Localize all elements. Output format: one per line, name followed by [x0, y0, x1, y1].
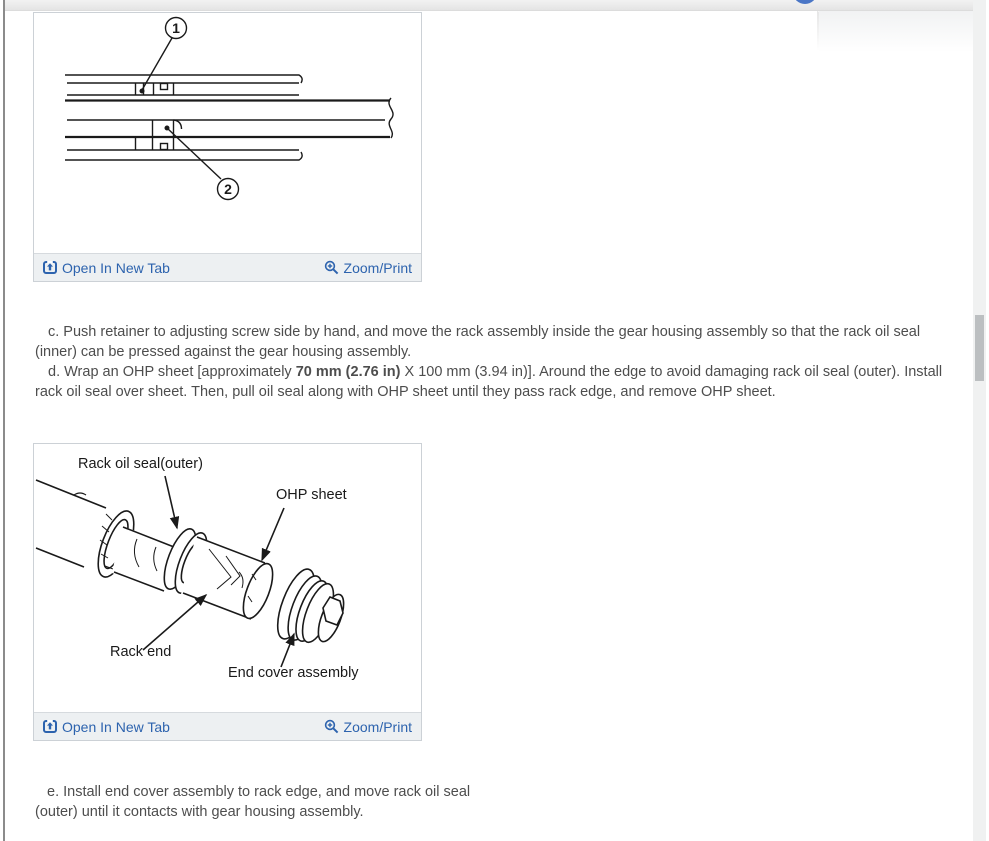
callout-1-number: 1: [172, 20, 180, 36]
figure1-image: [34, 13, 421, 253]
right-gutter-shading: [819, 11, 973, 57]
label-ohp-sheet: OHP sheet: [276, 487, 347, 503]
figure2-image: [34, 444, 421, 712]
step-d-suffix: X 100 mm (3.94 in)]. Around the edge to avoid damaging rack oil seal (outer). Install rack oil seal over sheet. Then, pull oil seal along with OHP sheet until they pass rack edge, and remove OHP sheet.: [35, 364, 943, 400]
scrollbar-thumb[interactable]: [975, 315, 984, 381]
rack-seal-cross-section-drawing: [34, 13, 421, 254]
open-in-new-tab-link[interactable]: [43, 719, 170, 735]
open-in-new-tab-label: Open In New Tab: [62, 718, 170, 735]
step-d-measurement: 70 mm (2.76 in): [295, 364, 401, 380]
zoom-print-label: Zoom/Print: [343, 718, 412, 735]
figure-panel-seal-cross-section: [33, 12, 422, 282]
callout-2-number: 2: [224, 181, 232, 197]
step-d-prefix: d. Wrap an OHP sheet [approximately: [48, 364, 296, 380]
zoom-magnifier-icon: [324, 260, 339, 275]
zoom-print-link[interactable]: [324, 260, 412, 276]
step-d-text: [35, 362, 947, 402]
figure2-footer-bar: [34, 712, 421, 740]
open-in-new-tab-label: Open In New Tab: [62, 259, 170, 276]
figure-panel-exploded-view: [33, 443, 422, 741]
open-in-new-tab-link[interactable]: [43, 260, 170, 276]
scrollbar-track[interactable]: [973, 0, 986, 841]
zoom-magnifier-icon: [324, 719, 339, 734]
zoom-print-link[interactable]: [324, 719, 412, 735]
open-in-new-tab-icon: [43, 720, 57, 733]
top-toolbar-strip: [5, 0, 973, 11]
label-rack-oil-seal-outer: Rack oil seal(outer): [78, 456, 203, 472]
open-in-new-tab-icon: [43, 261, 57, 274]
step-c-text: c. Push retainer to adjusting screw side by hand, and move the rack assembly inside the gear housing assembly so that the rack oil seal (inner) can be pressed against the gear housing assembly.: [35, 324, 921, 360]
content-card-edge-shadow: [817, 11, 819, 51]
zoom-print-label: Zoom/Print: [343, 259, 412, 276]
label-end-cover-assembly: End cover assembly: [228, 665, 359, 681]
step-e-text: e. Install end cover assembly to rack edge, and move rack oil seal (outer) until it contacts with gear housing assembly.: [35, 784, 471, 820]
left-frame-divider: [3, 0, 5, 841]
label-rack-end: Rack end: [110, 644, 172, 660]
figure1-footer-bar: [34, 253, 421, 281]
